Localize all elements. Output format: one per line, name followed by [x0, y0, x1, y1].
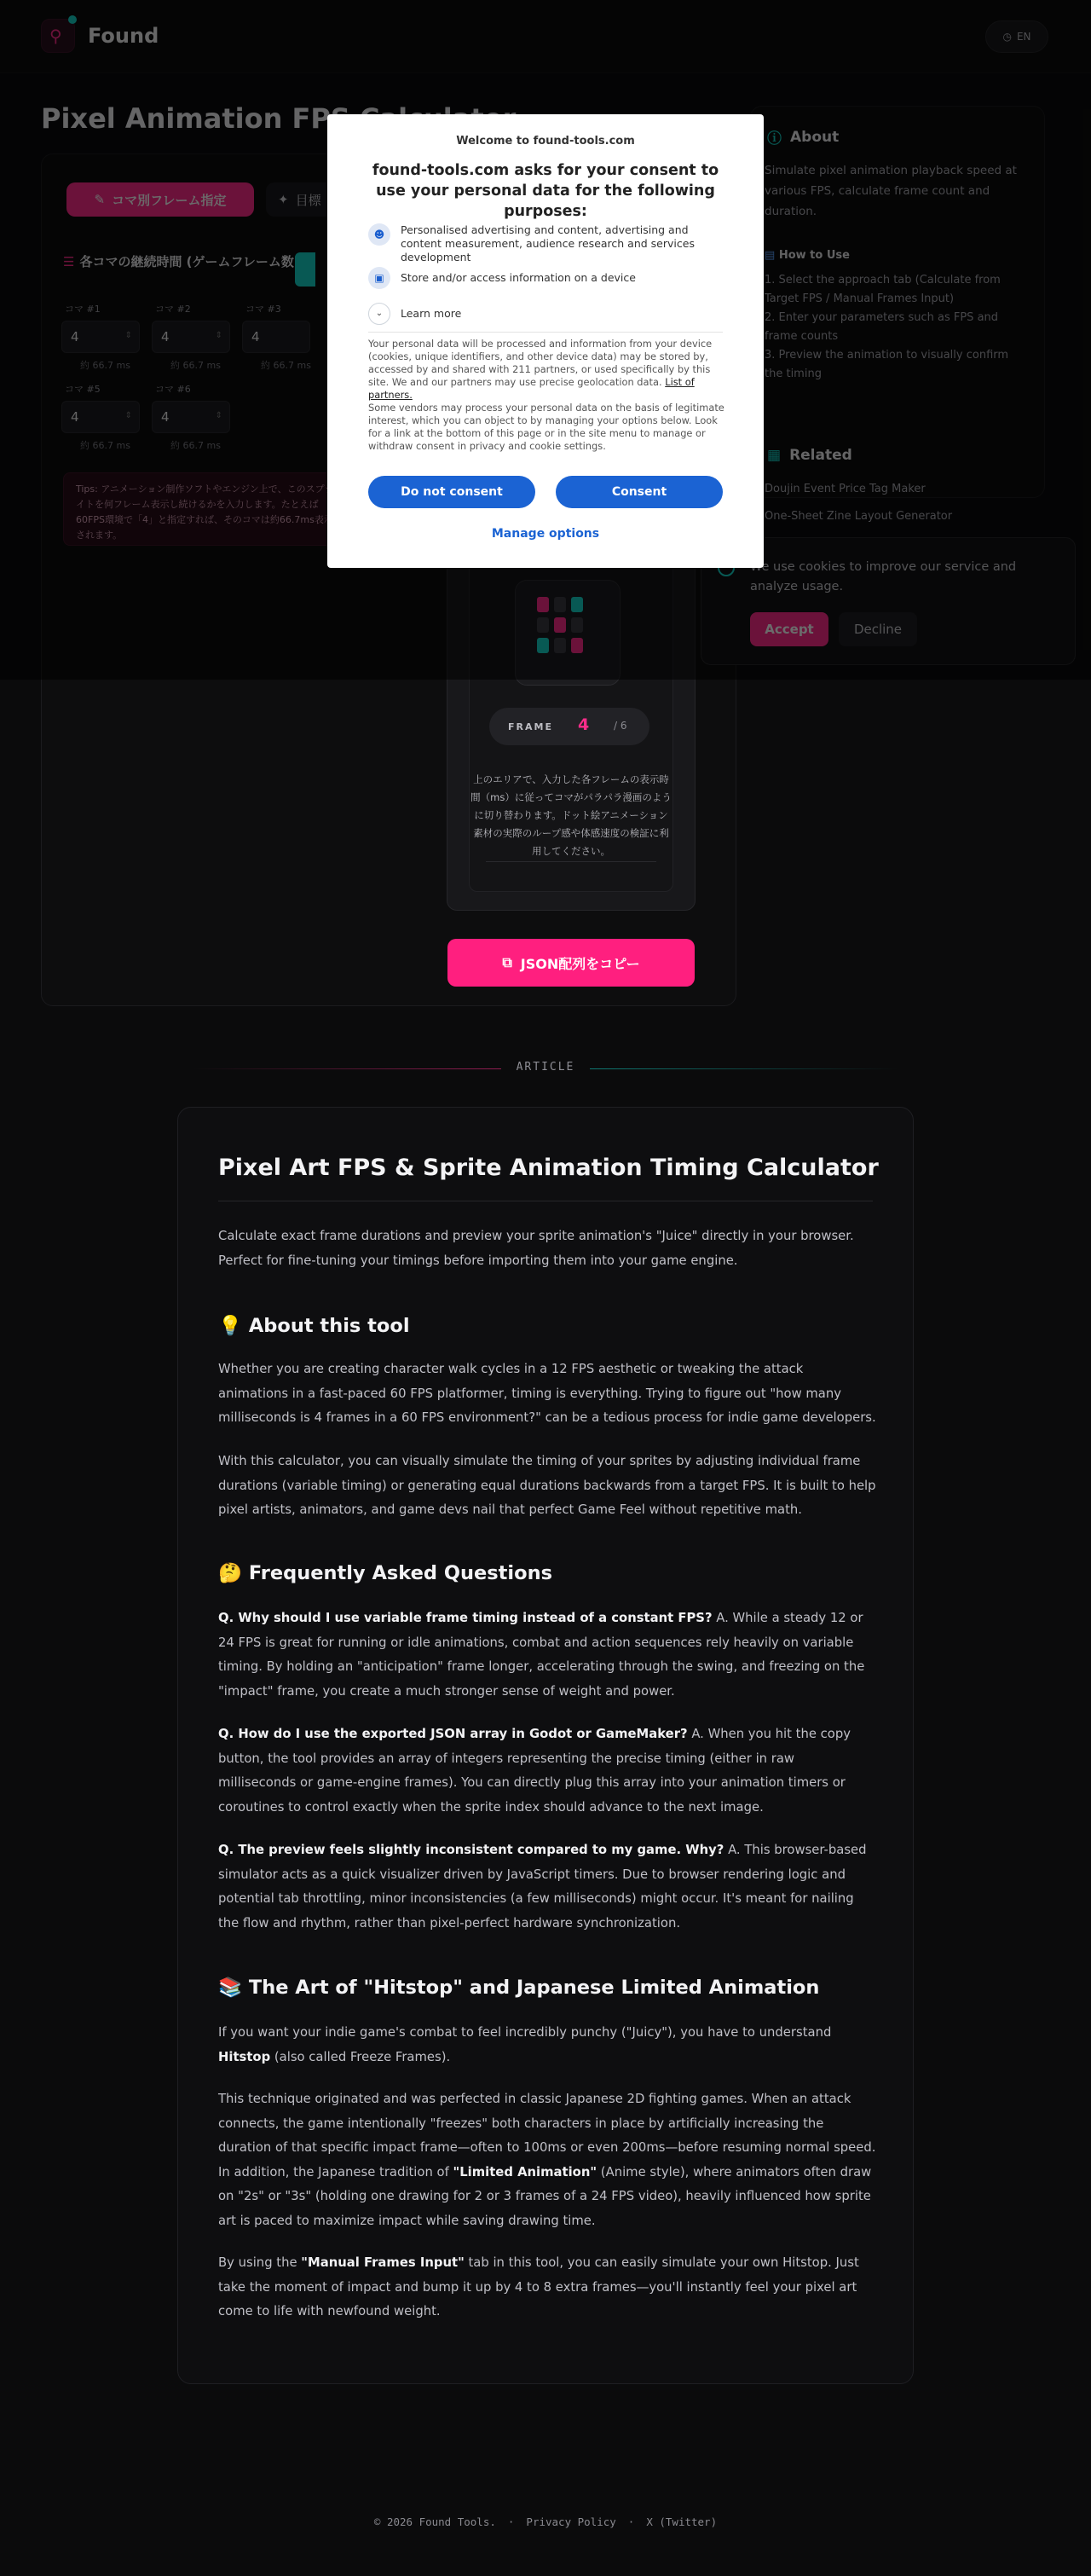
- device-icon: ▣: [368, 267, 390, 289]
- frame-counter: [489, 708, 649, 745]
- article-label: ARTICLE: [516, 1061, 575, 1074]
- text-bold: "Manual Frames Input": [301, 2255, 465, 2270]
- consent-divider: [368, 332, 723, 333]
- consent-site-title: Welcome to found-tools.com: [456, 135, 635, 148]
- faq-question: Q. How do I use the exported JSON array in Godot or GameMaker?: [218, 1727, 688, 1741]
- hitstop-paragraph: [218, 2087, 876, 2233]
- text-run: (Anime style), where animators often draw on "2s" or "3s" (holding one drawing for 2 or 3 frames of a 24 FPS video), heavily influenced how sprite art is paced to maximize impact while saving drawing time.: [218, 2164, 872, 2228]
- faq-question: Q. Why should I use variable frame timing instead of a constant FPS?: [218, 1611, 713, 1625]
- person-icon: ☻: [368, 223, 390, 246]
- consent-purpose-personalised: [368, 223, 726, 264]
- learn-more-label[interactable]: Learn more: [401, 307, 462, 320]
- faq-answer: A. This browser-based simulator acts as a quick visualizer driven by JavaScript timers. Due to browser rendering logic and potential tab throttling, minor inconsistencies (a few milliseconds) might occur. It's meant for nailing the flow and rhythm, rather than pixel-perfect hardware synchronization.: [218, 1843, 867, 1931]
- consent-purpose-text: Personalised advertising and content, advertising and content measurement, audience research and services development: [401, 223, 695, 263]
- copy-json-button[interactable]: [447, 939, 695, 987]
- faq-item: [218, 1722, 876, 1820]
- frame-counter-label: FRAME: [508, 721, 553, 732]
- about-paragraph: With this calculator, you can visually simulate the timing of your sprites by adjusting individual frame durations (variable timing) or generating equal durations backwards from a target FPS. It is built to help pixel artists, animators, and game devs nail that perfect Game Feel without repetitive math.: [218, 1454, 876, 1517]
- faq-answer: A. While a steady 12 or 24 FPS is great for running or idle animations, combat and action sequences rely heavily on variable timing. By holding an "anticipation" frame longer, accelerating through the swing, and freezing on the "impact" frame, you create a much stronger sense of weight and power.: [218, 1611, 865, 1699]
- hitstop-heading: 📚 The Art of "Hitstop" and Japanese Limited Animation: [218, 1977, 820, 1999]
- faq-item: [218, 1606, 876, 1704]
- site-footer: © 2026 Found Tools. · Privacy Policy · X (Twitter): [373, 2515, 718, 2528]
- text-run: (also called Freeze Frames).: [270, 2049, 451, 2064]
- preview-divider: [486, 861, 656, 862]
- frame-counter-current: 4: [578, 715, 590, 734]
- footer-copyright: © 2026 Found Tools.: [373, 2515, 496, 2528]
- consent-paragraph: [368, 338, 724, 402]
- text-bold: Hitstop: [218, 2049, 271, 2064]
- hitstop-paragraph: [218, 2251, 876, 2324]
- consent-heading: found-tools.com asks for your consent to use your personal data for the following purposes:: [372, 162, 719, 220]
- do-not-consent-button[interactable]: Do not consent: [368, 476, 535, 508]
- copy-icon: ⧉: [502, 954, 512, 970]
- consent-learn-more[interactable]: [368, 303, 726, 325]
- text-run: If you want your indie game's combat to feel incredibly punchy ("Juicy"), you have to understand: [218, 2025, 832, 2040]
- article-title: Pixel Art FPS & Sprite Animation Timing Calculator: [218, 1155, 879, 1181]
- manage-options-link[interactable]: Manage options: [491, 527, 600, 541]
- text-run: By using the: [218, 2255, 302, 2270]
- text-run: This technique originated and was perfected in classic Japanese 2D fighting games. When an attack connects, the game intentionally "freezes" both characters in place by artificially increasing the duration of that specific impact frame—often to 100ms or even 200ms—before resuming normal speed. In addition, the Japanese tradition of: [218, 2092, 876, 2179]
- partners-link[interactable]: List of partners.: [368, 376, 695, 401]
- footer-privacy-link[interactable]: Privacy Policy: [526, 2515, 616, 2528]
- faq-question: Q. The preview feels slightly inconsistent compared to my game. Why?: [218, 1843, 724, 1857]
- faq-answer: A. When you hit the copy button, the tool provides an array of integers representing the precise timing (either in raw milliseconds or game-engine frames). You can directly plug this array into your animation timers or coroutines to control exactly when the sprite index should advance to the next image.: [218, 1727, 851, 1815]
- text-bold: "Limited Animation": [453, 2164, 597, 2179]
- faq-heading: 🤔 Frequently Asked Questions: [218, 1562, 553, 1584]
- hitstop-paragraph: [218, 2021, 876, 2069]
- faq-item: [218, 1838, 876, 1936]
- frame-counter-total: / 6: [614, 720, 627, 732]
- text-run: tab in this tool, you can easily simulate your own Hitstop. Just take the moment of impact and bump it up by 4 to 8 extra frames—you'll instantly feel your pixel art come to life with newfound weight.: [218, 2255, 859, 2318]
- copy-json-label: JSON配列をコピー: [520, 955, 640, 972]
- footer-twitter-link[interactable]: X (Twitter): [646, 2515, 718, 2528]
- consent-paragraph-text: Your personal data will be processed and information from your device (cookies, unique identifiers, and other device data) may be stored by, accessed by and shared with 211 partners, or used specifically by this site. We and our partners may use precise geolocation data.: [368, 338, 713, 388]
- article-divider-right: [590, 1068, 898, 1069]
- consent-purpose-text: Store and/or access information on a device: [401, 271, 636, 284]
- consent-paragraph-2: Some vendors may process your personal data on the basis of legitimate interest, which you can object to by managing your options below. Look for a link at the bottom of this page or in the site menu to manage or withdraw consent in privacy and cookie settings.: [368, 402, 724, 452]
- article-divider-left: [193, 1068, 501, 1069]
- consent-button[interactable]: Consent: [556, 476, 723, 508]
- about-heading: 💡 About this tool: [218, 1315, 410, 1337]
- chevron-down-icon[interactable]: ⌄: [368, 303, 390, 325]
- consent-purpose-storage: [368, 267, 726, 289]
- preview-description: 上のエリアで、入力した各フレームの表示時間（ms）に従ってコマがパラパラ漫画のように切り替わります。ドット絵アニメーション素材の実際のループ感や体感速度の検証に利用してください。: [470, 773, 672, 857]
- article-intro: Calculate exact frame durations and preview your sprite animation's "Juice" directly in your browser. Perfect for fine-tuning your timings before importing them into your game engine.: [218, 1229, 854, 1268]
- about-paragraph: Whether you are creating character walk cycles in a 12 FPS aesthetic or tweaking the attack animations in a fast-paced 60 FPS platformer, timing is everything. Trying to figure out "how many milliseconds is 4 frames in a 60 FPS environment?" can be a tedious process for indie game developers.: [218, 1362, 876, 1425]
